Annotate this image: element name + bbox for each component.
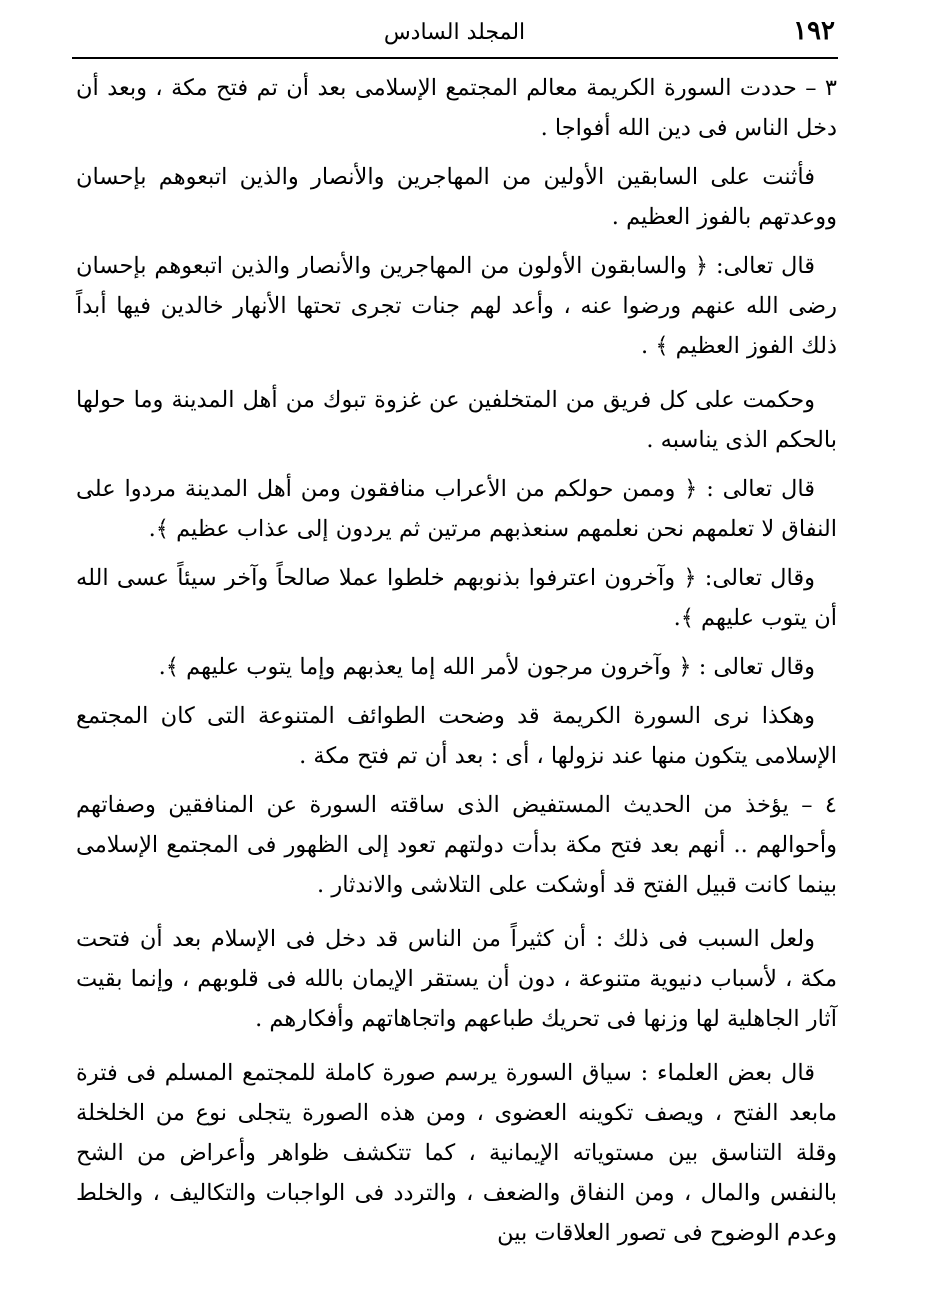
page-header [74,14,835,58]
paragraph-point-4: ٤ – يؤخذ من الحديث المستفيض الذى ساقته السورة عن المنافقين وصفاتهم وأحوالهم .. أنهم بعد فتح مكة بدأت دولتهم تعود إلى الظهور فى المجتمع الإسلامى بينما كانت قبيل الفتح قد أوشكت على التلاشى والاندثار . [76,792,837,898]
quran-quote-forerunners: قال تعالى: ﴿ والسابقون الأولون من المهاجرين والأنصار والذين اتبعوهم بإحسان رضى الله عنهم ورضوا عنه ، وأعد لهم جنات تجرى تحتها الأنهار خالدين فيها أبداً ذلك الفوز العظيم ﴾ . [76,253,837,359]
running-title: المجلد السادس [383,20,526,45]
paragraph-point-3: ٣ – حددت السورة الكريمة معالم المجتمع الإسلامى بعد أن تم فتح مكة ، وبعد أن دخل الناس فى دين الله أفواجا . [76,75,837,141]
page-number: ١٩٢ [793,16,835,46]
paragraph-cause: ولعل السبب فى ذلك : أن كثيراً من الناس قد دخل فى الإسلام بعد أن فتحت مكة ، لأسباب دنيوية متنوعة ، دون أن يستقر الإيمان بالله فى قلوبهم ، وإنما بقيت آثار الجاهلية لها وزنها فى تحريك طباعهم واتجاهاتهم وأفكارهم . [76,926,837,1032]
paragraph-scholar-quote: قال بعض العلماء : سياق السورة يرسم صورة كاملة للمجتمع المسلم فى فترة مابعد الفتح ، ويصف تكوينه العضوى ، ومن هذه الصورة يتجلى نوع من الخلخلة وقلة التناسق بين مستوياته الإيمانية ، كما تتكشف ظواهر وأعراض من الشح بالنفس والمال ، ومن النفاق والضعف ، والتردد فى الواجبات والتكاليف ، والخلط وعدم الوضوح فى تصور العلاقات بين [76,1060,837,1246]
paragraph-praise-forerunners: فأثنت على السابقين الأولين من المهاجرين والأنصار والذين اتبعوهم بإحسان ووعدتهم بالفوز العظيم . [76,164,837,230]
quran-quote-hypocrites: قال تعالى : ﴿ وممن حولكم من الأعراب منافقون ومن أهل المدينة مردوا على النفاق لا تعلمهم نحن نعلمهم سنعذبهم مرتين ثم يردون إلى عذاب عظيم ﴾. [76,476,837,542]
body-text [76,68,837,1262]
quran-quote-deferred: وقال تعالى : ﴿ وآخرون مرجون لأمر الله إما يعذبهم وإما يتوب عليهم ﴾. [158,654,815,680]
paragraph-summary-groups: وهكذا نرى السورة الكريمة قد وضحت الطوائف المتنوعة التى كان المجتمع الإسلامى يتكون منها عند نزولها ، أى : بعد أن تم فتح مكة . [76,703,837,769]
header-rule [72,57,838,59]
paragraph-judgement-tabuk: وحكمت على كل فريق من المتخلفين عن غزوة تبوك من أهل المدينة وما حولها بالحكم الذى يناسبه . [76,387,837,453]
quran-quote-confessed: وقال تعالى: ﴿ وآخرون اعترفوا بذنوبهم خلطوا عملا صالحاً وآخر سيئاً عسى الله أن يتوب عليهم ﴾. [76,565,837,631]
